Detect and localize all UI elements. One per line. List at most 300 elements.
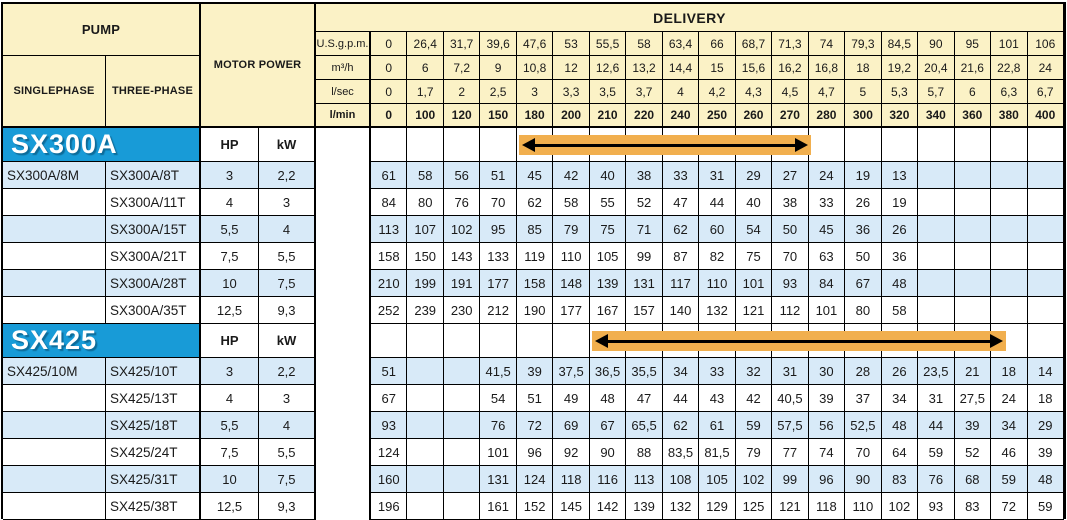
kw-column-header: kW bbox=[259, 128, 316, 162]
head-value-cell: 145 bbox=[553, 493, 589, 520]
delivery-header-value: 39,6 bbox=[480, 32, 516, 56]
head-value-cell: 36,5 bbox=[590, 358, 626, 385]
head-value-cell: 102 bbox=[736, 466, 772, 493]
head-value-cell: 152 bbox=[517, 493, 553, 520]
delivery-header-value: 3,7 bbox=[626, 80, 662, 104]
head-value-cell: 84 bbox=[371, 189, 407, 216]
band-empty-cell bbox=[1028, 324, 1064, 358]
head-value-cell: 51 bbox=[371, 358, 407, 385]
head-value-cell: 92 bbox=[553, 439, 589, 466]
band-empty-cell bbox=[407, 128, 443, 162]
head-value-cell: 56 bbox=[444, 162, 480, 189]
head-value-cell bbox=[918, 243, 954, 270]
head-value-cell: 167 bbox=[590, 297, 626, 324]
threephase-model: SX425/18T bbox=[106, 412, 201, 439]
delivery-header-value: 19,2 bbox=[882, 56, 918, 80]
head-value-cell: 252 bbox=[371, 297, 407, 324]
head-value-cell: 112 bbox=[772, 297, 808, 324]
head-value-cell: 190 bbox=[517, 297, 553, 324]
head-value-cell: 63 bbox=[809, 243, 845, 270]
singlephase-model bbox=[3, 243, 106, 270]
hp-value: 3 bbox=[201, 358, 259, 385]
delivery-header-value: 0 bbox=[371, 104, 407, 128]
head-value-cell: 102 bbox=[882, 493, 918, 520]
delivery-header-value: 24 bbox=[1028, 56, 1064, 80]
head-value-cell bbox=[918, 216, 954, 243]
band-empty-cell bbox=[882, 128, 918, 162]
singlephase-model bbox=[3, 466, 106, 493]
delivery-header-value: 55,5 bbox=[590, 32, 626, 56]
head-value-cell: 27 bbox=[772, 162, 808, 189]
head-value-cell: 34 bbox=[991, 412, 1027, 439]
head-value-cell: 39 bbox=[517, 358, 553, 385]
band-empty-cell bbox=[809, 128, 845, 162]
head-value-cell: 80 bbox=[407, 189, 443, 216]
delivery-header-value: 101 bbox=[991, 32, 1027, 56]
head-value-cell: 24 bbox=[991, 385, 1027, 412]
delivery-header-value: 21,6 bbox=[955, 56, 991, 80]
head-value-cell: 70 bbox=[480, 189, 516, 216]
head-value-cell: 212 bbox=[480, 297, 516, 324]
kw-column-header: kW bbox=[259, 324, 316, 358]
head-value-cell: 14 bbox=[1028, 358, 1064, 385]
delivery-header-value: 320 bbox=[882, 104, 918, 128]
head-value-cell bbox=[407, 493, 443, 520]
head-value-cell: 59 bbox=[918, 439, 954, 466]
head-value-cell bbox=[444, 493, 480, 520]
head-value-cell: 93 bbox=[918, 493, 954, 520]
head-value-cell bbox=[955, 270, 991, 297]
head-value-cell: 121 bbox=[736, 297, 772, 324]
delivery-header-value: 3 bbox=[517, 80, 553, 104]
delivery-header-value: 0 bbox=[371, 56, 407, 80]
head-value-cell: 65,5 bbox=[626, 412, 662, 439]
head-value-cell: 83 bbox=[955, 493, 991, 520]
head-value-cell: 45 bbox=[809, 216, 845, 243]
head-value-cell: 76 bbox=[480, 412, 516, 439]
head-value-cell: 67 bbox=[845, 270, 881, 297]
threephase-model: SX300A/15T bbox=[106, 216, 201, 243]
head-value-cell: 124 bbox=[371, 439, 407, 466]
head-value-cell bbox=[407, 439, 443, 466]
head-value-cell: 52 bbox=[955, 439, 991, 466]
head-value-cell: 87 bbox=[663, 243, 699, 270]
delivery-header-value: 15 bbox=[699, 56, 735, 80]
head-value-cell: 18 bbox=[1028, 385, 1064, 412]
head-value-cell: 46 bbox=[991, 439, 1027, 466]
head-value-cell: 72 bbox=[991, 493, 1027, 520]
delivery-header-value: 16,8 bbox=[809, 56, 845, 80]
head-value-cell: 143 bbox=[444, 243, 480, 270]
singlephase-model bbox=[3, 216, 106, 243]
head-value-cell: 62 bbox=[517, 189, 553, 216]
head-value-cell: 158 bbox=[517, 270, 553, 297]
hp-value: 10 bbox=[201, 270, 259, 297]
head-value-cell: 191 bbox=[444, 270, 480, 297]
head-value-cell: 79 bbox=[553, 216, 589, 243]
delivery-header-value: 5 bbox=[845, 80, 881, 104]
head-value-cell: 83,5 bbox=[663, 439, 699, 466]
head-value-cell: 58 bbox=[407, 162, 443, 189]
threephase-model: SX300A/35T bbox=[106, 297, 201, 324]
head-value-cell: 42 bbox=[736, 385, 772, 412]
head-value-cell: 157 bbox=[626, 297, 662, 324]
head-value-cell: 101 bbox=[736, 270, 772, 297]
delivery-header-value: 4,2 bbox=[699, 80, 735, 104]
head-value-cell: 113 bbox=[371, 216, 407, 243]
hp-value: 10 bbox=[201, 466, 259, 493]
head-value-cell: 81,5 bbox=[699, 439, 735, 466]
head-value-cell: 31 bbox=[772, 358, 808, 385]
head-value-cell bbox=[918, 297, 954, 324]
hp-column-header: HP bbox=[201, 324, 259, 358]
head-value-cell: 131 bbox=[480, 466, 516, 493]
head-value-cell: 96 bbox=[809, 466, 845, 493]
kw-value: 3 bbox=[259, 189, 316, 216]
delivery-header-value: 2,5 bbox=[480, 80, 516, 104]
head-value-cell: 41,5 bbox=[480, 358, 516, 385]
head-value-cell: 61 bbox=[371, 162, 407, 189]
head-value-cell: 36 bbox=[882, 243, 918, 270]
delivery-header-value: 6 bbox=[955, 80, 991, 104]
delivery-header-value: 15,6 bbox=[736, 56, 772, 80]
head-value-cell: 57,5 bbox=[772, 412, 808, 439]
head-value-cell: 133 bbox=[480, 243, 516, 270]
head-value-cell: 101 bbox=[480, 439, 516, 466]
operating-range-arrow bbox=[592, 331, 1006, 351]
delivery-header-value: 71,3 bbox=[772, 32, 808, 56]
kw-value: 7,5 bbox=[259, 270, 316, 297]
head-value-cell bbox=[991, 297, 1027, 324]
head-value-cell bbox=[955, 189, 991, 216]
delivery-header-value: 66 bbox=[699, 32, 735, 56]
head-value-cell: 71 bbox=[626, 216, 662, 243]
hp-value: 7,5 bbox=[201, 243, 259, 270]
head-value-cell bbox=[444, 439, 480, 466]
head-value-cell: 43 bbox=[699, 385, 735, 412]
head-value-cell bbox=[955, 162, 991, 189]
head-value-cell: 30 bbox=[809, 358, 845, 385]
head-value-cell: 44 bbox=[918, 412, 954, 439]
band-empty-cell bbox=[407, 324, 443, 358]
head-value-cell: 117 bbox=[663, 270, 699, 297]
threephase-model: SX425/10T bbox=[106, 358, 201, 385]
delivery-header-value: 14,4 bbox=[663, 56, 699, 80]
delivery-header-value: 22,8 bbox=[991, 56, 1027, 80]
delivery-header-value: 260 bbox=[736, 104, 772, 128]
band-empty-cell bbox=[371, 324, 407, 358]
delivery-header-value: 68,7 bbox=[736, 32, 772, 56]
unit-label: l/min bbox=[316, 104, 371, 128]
head-value-cell: 13 bbox=[882, 162, 918, 189]
head-value-cell: 158 bbox=[371, 243, 407, 270]
head-value-cell bbox=[1028, 270, 1064, 297]
head-value-cell: 139 bbox=[590, 270, 626, 297]
head-value-cell: 77 bbox=[772, 439, 808, 466]
delivery-header-value: 53 bbox=[553, 32, 589, 56]
delivery-header-value: 79,3 bbox=[845, 32, 881, 56]
delivery-header-value: 360 bbox=[955, 104, 991, 128]
delivery-header-value: 0 bbox=[371, 32, 407, 56]
head-value-cell: 32 bbox=[736, 358, 772, 385]
head-value-cell bbox=[407, 385, 443, 412]
head-value-cell: 50 bbox=[845, 243, 881, 270]
delivery-header-value: 6 bbox=[407, 56, 443, 80]
threephase-model: SX300A/11T bbox=[106, 189, 201, 216]
head-value-cell: 55 bbox=[590, 189, 626, 216]
singlephase-model: SX300A/8M bbox=[3, 162, 106, 189]
head-value-cell: 108 bbox=[663, 466, 699, 493]
head-value-cell: 80 bbox=[845, 297, 881, 324]
head-value-cell: 60 bbox=[699, 216, 735, 243]
head-value-cell: 210 bbox=[371, 270, 407, 297]
head-value-cell: 99 bbox=[626, 243, 662, 270]
band-empty-cell bbox=[955, 128, 991, 162]
kw-value: 4 bbox=[259, 412, 316, 439]
head-value-cell bbox=[918, 189, 954, 216]
hp-value: 5,5 bbox=[201, 216, 259, 243]
head-value-cell bbox=[444, 385, 480, 412]
head-value-cell: 139 bbox=[626, 493, 662, 520]
delivery-header-value: 220 bbox=[626, 104, 662, 128]
head-value-cell bbox=[1028, 162, 1064, 189]
band-empty-cell bbox=[553, 324, 589, 358]
head-value-cell: 28 bbox=[845, 358, 881, 385]
delivery-header-value: 95 bbox=[955, 32, 991, 56]
hp-value: 4 bbox=[201, 385, 259, 412]
head-value-cell bbox=[444, 412, 480, 439]
head-value-cell: 72 bbox=[517, 412, 553, 439]
pump-header: PUMP bbox=[3, 4, 201, 56]
hp-value: 12,5 bbox=[201, 493, 259, 520]
head-value-cell: 116 bbox=[590, 466, 626, 493]
head-value-cell: 18 bbox=[991, 358, 1027, 385]
delivery-header-value: 31,7 bbox=[444, 32, 480, 56]
hp-value: 3 bbox=[201, 162, 259, 189]
head-value-cell: 79 bbox=[736, 439, 772, 466]
threephase-model: SX425/31T bbox=[106, 466, 201, 493]
head-value-cell: 44 bbox=[699, 189, 735, 216]
head-value-cell: 34 bbox=[882, 385, 918, 412]
head-value-cell: 44 bbox=[663, 385, 699, 412]
head-value-cell: 110 bbox=[845, 493, 881, 520]
motor-power-header: MOTOR POWER bbox=[201, 4, 316, 128]
head-value-cell: 102 bbox=[444, 216, 480, 243]
head-value-cell: 83 bbox=[882, 466, 918, 493]
head-value-cell: 75 bbox=[736, 243, 772, 270]
head-value-cell: 96 bbox=[517, 439, 553, 466]
head-value-cell: 49 bbox=[553, 385, 589, 412]
head-value-cell: 93 bbox=[371, 412, 407, 439]
kw-value: 4 bbox=[259, 216, 316, 243]
threephase-header: THREE-PHASE bbox=[106, 56, 201, 128]
head-value-cell bbox=[918, 270, 954, 297]
delivery-header-value: 20,4 bbox=[918, 56, 954, 80]
head-value-cell: 76 bbox=[444, 189, 480, 216]
head-value-cell bbox=[955, 243, 991, 270]
delivery-header-value: 9 bbox=[480, 56, 516, 80]
head-value-cell bbox=[991, 243, 1027, 270]
head-value-cell: 33 bbox=[663, 162, 699, 189]
delivery-header-value: 90 bbox=[918, 32, 954, 56]
head-value-cell bbox=[444, 466, 480, 493]
head-value-cell: 105 bbox=[699, 466, 735, 493]
delivery-header-value: 12,6 bbox=[590, 56, 626, 80]
kw-value: 5,5 bbox=[259, 439, 316, 466]
delivery-header-value: 84,5 bbox=[882, 32, 918, 56]
hp-value: 12,5 bbox=[201, 297, 259, 324]
head-value-cell: 29 bbox=[1028, 412, 1064, 439]
head-value-cell: 40 bbox=[736, 189, 772, 216]
hp-value: 4 bbox=[201, 189, 259, 216]
head-value-cell: 148 bbox=[553, 270, 589, 297]
head-value-cell: 26 bbox=[882, 216, 918, 243]
head-value-cell: 199 bbox=[407, 270, 443, 297]
band-empty-cell bbox=[444, 324, 480, 358]
head-value-cell: 99 bbox=[772, 466, 808, 493]
head-value-cell: 19 bbox=[845, 162, 881, 189]
head-value-cell: 23,5 bbox=[918, 358, 954, 385]
head-value-cell: 69 bbox=[553, 412, 589, 439]
delivery-header-value: 1,7 bbox=[407, 80, 443, 104]
band-empty-cell bbox=[371, 128, 407, 162]
head-value-cell: 35,5 bbox=[626, 358, 662, 385]
head-value-cell: 31 bbox=[918, 385, 954, 412]
head-value-cell: 93 bbox=[772, 270, 808, 297]
head-value-cell: 59 bbox=[736, 412, 772, 439]
hp-column-header: HP bbox=[201, 128, 259, 162]
head-value-cell: 101 bbox=[809, 297, 845, 324]
head-value-cell: 40,5 bbox=[772, 385, 808, 412]
delivery-header-value: 106 bbox=[1028, 32, 1064, 56]
head-value-cell: 34 bbox=[663, 358, 699, 385]
head-value-cell: 230 bbox=[444, 297, 480, 324]
head-value-cell: 85 bbox=[517, 216, 553, 243]
delivery-header-value: 0 bbox=[371, 80, 407, 104]
band-empty-cell bbox=[517, 324, 553, 358]
head-value-cell: 132 bbox=[699, 297, 735, 324]
head-value-cell bbox=[407, 412, 443, 439]
head-value-cell: 24 bbox=[809, 162, 845, 189]
threephase-model: SX425/24T bbox=[106, 439, 201, 466]
head-value-cell: 131 bbox=[626, 270, 662, 297]
head-value-cell: 37 bbox=[845, 385, 881, 412]
head-value-cell: 61 bbox=[699, 412, 735, 439]
head-value-cell: 47 bbox=[663, 189, 699, 216]
head-value-cell: 119 bbox=[517, 243, 553, 270]
head-value-cell: 37,5 bbox=[553, 358, 589, 385]
delivery-header-value: 6,3 bbox=[991, 80, 1027, 104]
band-empty-cell bbox=[991, 128, 1027, 162]
head-value-cell: 90 bbox=[845, 466, 881, 493]
unit-label: l/sec bbox=[316, 80, 371, 104]
head-value-cell bbox=[955, 216, 991, 243]
head-value-cell: 59 bbox=[1028, 493, 1064, 520]
head-value-cell: 124 bbox=[517, 466, 553, 493]
delivery-header-value: 200 bbox=[553, 104, 589, 128]
kw-value: 9,3 bbox=[259, 493, 316, 520]
head-value-cell bbox=[444, 358, 480, 385]
head-value-cell bbox=[991, 270, 1027, 297]
head-value-cell: 84 bbox=[809, 270, 845, 297]
head-value-cell: 52 bbox=[626, 189, 662, 216]
kw-value: 9,3 bbox=[259, 297, 316, 324]
delivery-header-value: 2 bbox=[444, 80, 480, 104]
head-value-cell bbox=[1028, 297, 1064, 324]
head-value-cell: 107 bbox=[407, 216, 443, 243]
head-value-cell: 47 bbox=[626, 385, 662, 412]
delivery-header-value: 13,2 bbox=[626, 56, 662, 80]
performance-table bbox=[1, 2, 1066, 519]
head-value-cell: 110 bbox=[699, 270, 735, 297]
delivery-header-value: 120 bbox=[444, 104, 480, 128]
head-value-cell: 33 bbox=[809, 189, 845, 216]
delivery-header-value: 4,3 bbox=[736, 80, 772, 104]
head-value-cell: 105 bbox=[590, 243, 626, 270]
head-value-cell: 67 bbox=[590, 412, 626, 439]
head-value-cell: 129 bbox=[699, 493, 735, 520]
delivery-header-value: 4,5 bbox=[772, 80, 808, 104]
head-value-cell: 90 bbox=[590, 439, 626, 466]
delivery-header-value: 18 bbox=[845, 56, 881, 80]
threephase-model: SX425/13T bbox=[106, 385, 201, 412]
head-value-cell: 59 bbox=[991, 466, 1027, 493]
threephase-model: SX425/38T bbox=[106, 493, 201, 520]
head-value-cell: 150 bbox=[407, 243, 443, 270]
band-empty-cell bbox=[845, 128, 881, 162]
head-value-cell: 51 bbox=[517, 385, 553, 412]
head-value-cell: 39 bbox=[955, 412, 991, 439]
head-value-cell: 161 bbox=[480, 493, 516, 520]
head-value-cell: 121 bbox=[772, 493, 808, 520]
kw-value: 2,2 bbox=[259, 162, 316, 189]
section-title: SX425 bbox=[3, 324, 201, 358]
head-value-cell: 70 bbox=[845, 439, 881, 466]
head-value-cell: 39 bbox=[1028, 439, 1064, 466]
threephase-model: SX300A/8T bbox=[106, 162, 201, 189]
head-value-cell: 48 bbox=[590, 385, 626, 412]
delivery-header-value: 250 bbox=[699, 104, 735, 128]
head-value-cell: 142 bbox=[590, 493, 626, 520]
head-value-cell: 88 bbox=[626, 439, 662, 466]
section-title: SX300A bbox=[3, 128, 201, 162]
delivery-header-value: 3,3 bbox=[553, 80, 589, 104]
head-value-cell: 48 bbox=[882, 270, 918, 297]
singlephase-model bbox=[3, 270, 106, 297]
singlephase-model bbox=[3, 412, 106, 439]
delivery-header-value: 5,7 bbox=[918, 80, 954, 104]
singlephase-model bbox=[3, 189, 106, 216]
delivery-header-value: 26,4 bbox=[407, 32, 443, 56]
singlephase-model bbox=[3, 297, 106, 324]
delivery-header-value: 10,8 bbox=[517, 56, 553, 80]
head-value-cell: 26 bbox=[882, 358, 918, 385]
head-value-cell: 50 bbox=[772, 216, 808, 243]
delivery-header-value: 340 bbox=[918, 104, 954, 128]
head-value-cell: 48 bbox=[1028, 466, 1064, 493]
delivery-header-value: 400 bbox=[1028, 104, 1064, 128]
head-value-cell bbox=[1028, 243, 1064, 270]
head-value-cell: 54 bbox=[480, 385, 516, 412]
delivery-header-value: 150 bbox=[480, 104, 516, 128]
head-value-cell: 75 bbox=[590, 216, 626, 243]
head-value-cell: 19 bbox=[882, 189, 918, 216]
head-value-cell: 48 bbox=[882, 412, 918, 439]
delivery-header-value: 47,6 bbox=[517, 32, 553, 56]
delivery-header-value: 3,5 bbox=[590, 80, 626, 104]
hp-value: 5,5 bbox=[201, 412, 259, 439]
band-empty-cell bbox=[444, 128, 480, 162]
